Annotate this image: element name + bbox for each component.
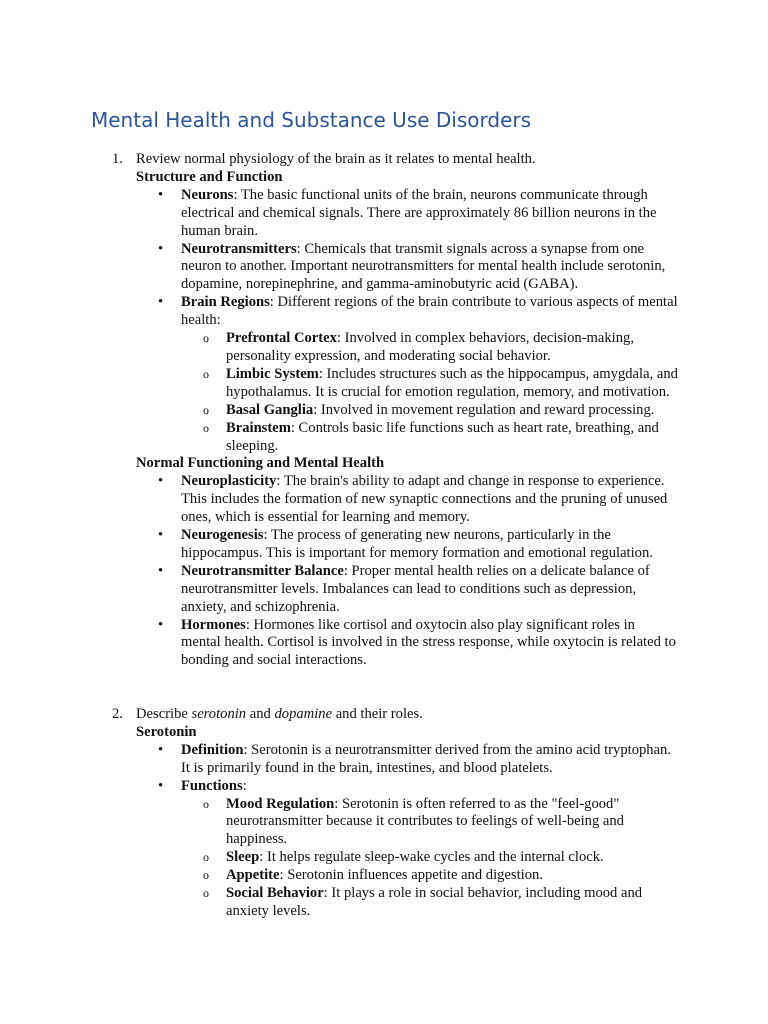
bullet-icon: • — [158, 294, 164, 311]
bullet-icon: • — [158, 527, 164, 544]
list-item — [0, 617, 768, 671]
circle-bullet-icon: o — [203, 796, 209, 811]
list-item — [0, 778, 768, 921]
term: Sleep — [226, 849, 260, 866]
term: Neuroplasticity — [181, 473, 277, 490]
list-number: 2. — [112, 706, 123, 722]
sub-list-item — [0, 420, 678, 456]
definition-text: : — [242, 777, 247, 794]
term: Prefrontal Cortex — [226, 330, 337, 347]
definition-text: : It helps regulate sleep-wake cycles and the internal clock. — [259, 849, 604, 866]
sub-list-item — [0, 867, 678, 885]
term: Definition — [181, 741, 244, 758]
list-item-1 — [0, 151, 768, 169]
prompt-text: Describe — [136, 706, 192, 722]
bullet-icon: • — [158, 777, 164, 794]
list-item — [0, 742, 768, 778]
definition-text: : Serotonin is a neurotransmitter derived from the amino acid tryptophan. It is primarily found in the brain, intestines, and blood platelets. — [181, 741, 672, 776]
definition-text: : Serotonin is often referred to as the "feel-good" neurotransmitter because it contributes to feelings of well-being and happiness. — [226, 795, 624, 848]
sub-bullet-list — [181, 796, 678, 921]
bullet-icon: • — [158, 473, 164, 490]
sub-list-item — [0, 885, 678, 921]
bullet-icon: • — [158, 562, 164, 579]
subheading-structure-function: Structure and Function — [136, 168, 283, 185]
term: Basal Ganglia — [226, 401, 314, 418]
definition-text: : It plays a role in social behavior, including mood and anxiety levels. — [226, 885, 643, 919]
circle-bullet-icon: o — [203, 366, 209, 381]
prompt-emphasis: serotonin — [191, 706, 247, 722]
list-item-2 — [0, 706, 768, 724]
sub-list-item — [0, 849, 678, 867]
bullet-list — [0, 742, 768, 921]
definition-text: : The process of generating new neurons, particularly in the hippocampus. This is important for memory formation and emotional regulation. — [181, 527, 653, 561]
question-prompt: Review normal physiology of the brain as it relates to mental health. — [136, 151, 536, 167]
term: Limbic System — [226, 365, 319, 382]
sub-list-item — [0, 330, 678, 366]
term: Neurotransmitter Balance — [181, 562, 344, 579]
term: Social Behavior — [226, 885, 324, 902]
sub-list-item — [0, 796, 678, 850]
circle-bullet-icon: o — [203, 850, 209, 865]
definition-text: : The brain's ability to adapt and change in response to experience. This includes the formation of new synaptic connections and the pruning of unused ones, which is essential for learning and memory. — [181, 473, 668, 526]
term: Neurotransmitters — [181, 240, 297, 257]
prompt-emphasis: dopamine — [274, 706, 333, 722]
list-item — [0, 563, 768, 617]
list-number: 1. — [112, 151, 123, 167]
term: Hormones — [181, 616, 246, 633]
sub-bullet-list — [181, 330, 678, 455]
subheading-normal-functioning: Normal Functioning and Mental Health — [136, 455, 385, 472]
definition-text: : Controls basic life functions such as heart rate, breathing, and sleeping. — [226, 419, 659, 454]
term: Functions — [181, 777, 243, 794]
prompt-text: and — [246, 706, 275, 722]
definition-text: : Involved in complex behaviors, decision-making, personality expression, and moderating social behavior. — [226, 330, 634, 364]
term: Neurons — [181, 186, 234, 203]
term: Brain Regions — [181, 294, 270, 311]
list-item — [0, 241, 768, 295]
circle-bullet-icon: o — [203, 420, 209, 435]
definition-text: : Serotonin influences appetite and digestion. — [279, 867, 543, 884]
list-item — [0, 294, 768, 455]
circle-bullet-icon: o — [203, 886, 209, 901]
bullet-icon: • — [158, 741, 164, 758]
circle-bullet-icon: o — [203, 402, 209, 417]
prompt-text: and their roles. — [332, 706, 423, 722]
list-item — [0, 527, 768, 563]
sub-list-item — [0, 366, 678, 402]
term: Appetite — [226, 867, 280, 884]
sub-list-item — [0, 402, 678, 420]
definition-text: : Hormones like cortisol and oxytocin also play significant roles in mental health. Cortisol is involved in the stress response, while oxytocin is related to bonding and social interactions. — [181, 616, 676, 669]
bullet-icon: • — [158, 240, 164, 257]
bullet-list — [0, 187, 768, 456]
document-title: Mental Health and Substance Use Disorders — [91, 108, 532, 132]
term: Brainstem — [226, 419, 291, 436]
definition-text: : The basic functional units of the brain, neurons communicate through electrical and chemical signals. There are approximately 86 billion neurons in the human brain. — [181, 186, 657, 239]
definition-text: : Different regions of the brain contribute to various aspects of mental health: — [181, 294, 678, 329]
definition-text: : Chemicals that transmit signals across a synapse from one neuron to another. Important neurotransmitters for mental health include serotonin, dopamine, norepinephrine, and gamma-aminobutyric acid (GABA). — [181, 240, 666, 293]
list-item — [0, 187, 768, 241]
circle-bullet-icon: o — [203, 331, 209, 346]
section-serotonin-dopamine — [0, 706, 768, 921]
section-brain-physiology — [0, 151, 768, 670]
definition-text: : Includes structures such as the hippocampus, amygdala, and hypothalamus. It is crucial for emotion regulation, memory, and motivation. — [226, 365, 678, 400]
term: Mood Regulation — [226, 795, 335, 812]
bullet-icon: • — [158, 616, 164, 633]
bullet-icon: • — [158, 186, 164, 203]
subheading-serotonin: Serotonin — [136, 723, 197, 740]
definition-text: : Proper mental health relies on a delicate balance of neurotransmitter levels. Imbalances can lead to conditions such as depression, anxiety, and schizophrenia. — [181, 562, 650, 615]
circle-bullet-icon: o — [203, 868, 209, 883]
bullet-list — [0, 473, 768, 670]
question-prompt — [136, 706, 423, 722]
list-item — [0, 473, 768, 527]
definition-text: : Involved in movement regulation and reward processing. — [313, 401, 655, 418]
term: Neurogenesis — [181, 527, 264, 544]
